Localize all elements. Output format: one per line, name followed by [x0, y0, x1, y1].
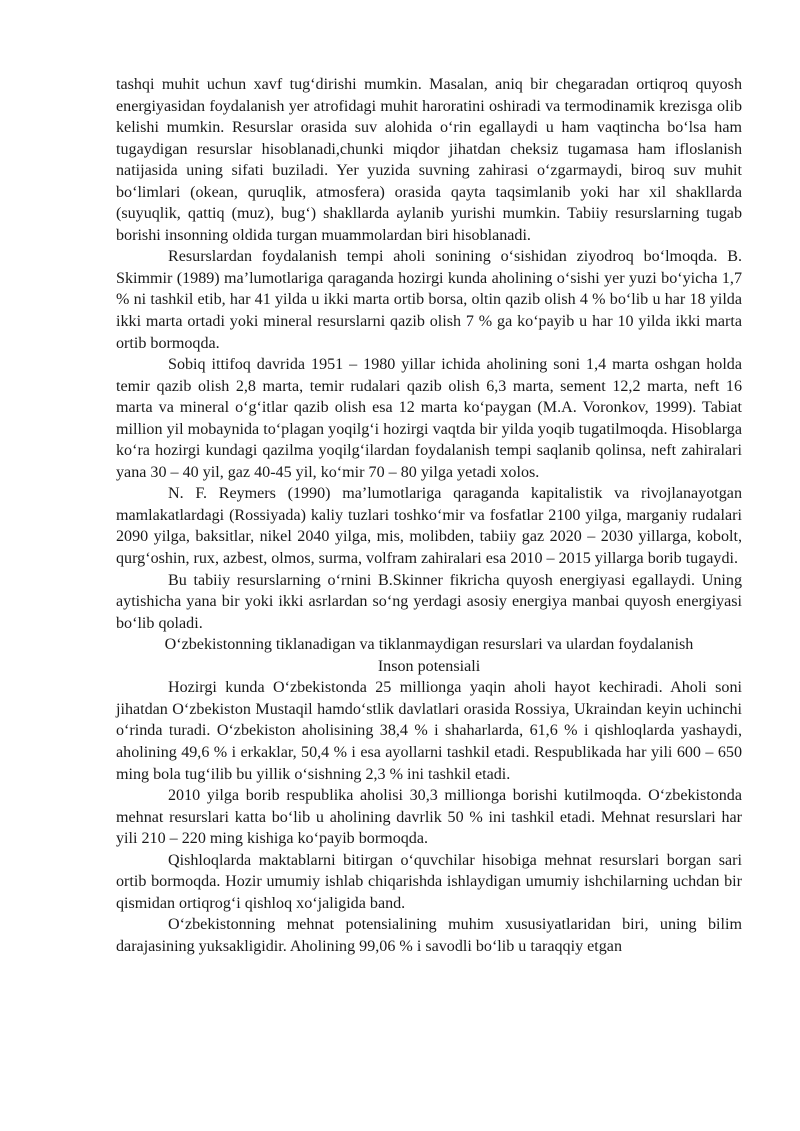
- paragraph-soviet-period: Sobiq ittifoq davrida 1951 – 1980 yillar ichida aholining soni 1,4 marta oshgan holda temir qazib olish 2,8 marta, temir rudalari qazib olish 6,3 marta, sement 12,2 marta, neft 16 marta va mineral o‘g‘itlar qazib olish esa 12 marta ko‘paygan (M.A. Voronkov, 1999). Tabiat million yil mobaynida to‘plagan yoqilg‘i hozirgi vaqtda bir yilda yoqib tugatilmoqda. Hisoblarga ko‘ra hozirgi kundagi qazilma yoqilg‘ilardan foydalanish tempi saqlanib qolinsa, neft zahiralari yana 30 – 40 yil, gaz 40-45 yil, ko‘mir 70 – 80 yilga yetadi xolos.: [116, 356, 742, 481]
- paragraph-solar-energy: Bu tabiiy resurslarning o‘rnini B.Skinner fikricha quyosh energiyasi egallaydi. Uning aytishicha yana bir yoki ikki asrlardan so‘ng yerdagi asosiy energiya manbai quyosh energiyasi bo‘lib qoladi.: [116, 571, 742, 632]
- paragraph-labor-potential: O‘zbekistonning mehnat potensialining muhim xususiyatlaridan biri, uning bilim darajasining yuksakligidir. Aholining 99,06 % i savodli bo‘lib u taraqqiy etgan: [116, 916, 742, 955]
- paragraph-water-resources: tashqi muhit uchun xavf tug‘dirishi mumkin. Masalan, aniq bir chegaradan ortiqroq quyosh energiyasidan foydalanish yer atrofidagi muhit haroratini oshiradi va termodinamik krezisga olib kelishi mumkin. Resurslar orasida suv alohida o‘rin egallaydi u ham vaqtincha bo‘lsa ham tugaydigan resurslar hisoblanadi,chunki miqdor jihatdan cheksiz tugamasa ham ifloslanish natijasida uning sifati buziladi. Yer yuzida suvning zahirasi o‘zgarmaydi, biroq suv muhit bo‘limlari (okean, quruqlik, atmosfera) orasida qayta taqsimlanib yoki har xil shakllarda (suyuqlik, qattiq (muz), bug‘) shakllarda aylanib yurishi mumkin. Tabiiy resurslarning tugab borishi insonning oldida turgan muammolardan biri hisoblanadi.: [116, 76, 742, 244]
- paragraph-reymers-reserves: N. F. Reymers (1990) ma’lumotlariga qaraganda kapitalistik va rivojlanayotgan mamlakatlardagi (Rossiyada) kaliy tuzlari toshko‘mir va fosfatlar 2100 yilga, marganiy rudalari 2090 yilga, baksitlar, nikel 2040 yilga, mis, molibden, tabiiy gaz 2020 – 2030 yillarga, kobolt, qurg‘oshin, rux, azbest, olmos, surma, volfram zahiralari esa 2010 – 2015 yillarga borib tugaydi.: [116, 485, 742, 568]
- paragraph-population: Hozirgi kunda O‘zbekistonda 25 millionga yaqin aholi hayot kechiradi. Aholi soni jihatdan O‘zbekiston Mustaqil hamdo‘stlik davlatlari orasida Rossiya, Ukraindan keyin uchinchi o‘rinda turadi. O‘zbekiston aholisining 38,4 % i shaharlarda, 61,6 % i qishloqlarda yashaydi, aholining 49,6 % i erkaklar, 50,4 % i esa ayollarni tashkil etadi. Respublikada har yili 600 – 650 ming bola tug‘ilib bu yillik o‘sishning 2,3 % ini tashkil etadi.: [116, 679, 742, 783]
- paragraph-resource-use-tempo: Resurslardan foydalanish tempi aholi sonining o‘sishidan ziyodroq bo‘lmoqda. B. Skimmir (1989) ma’lumotlariga qaraganda hozirgi kunda aholining o‘sishi yer yuzi bo‘yicha 1,7 % ni tashkil etib, har 41 yilda u ikki marta ortib borsa, oltin qazib olish 4 % bo‘lib u har 18 yilda ikki marta ortadi yoki mineral resurslarni qazib olish 7 % ga ko‘payib u har 10 yilda ikki marta ortib bormoqda.: [116, 248, 742, 352]
- section-subheading: Inson potensiali: [377, 657, 481, 675]
- section-heading: O‘zbekistonning tiklanadigan va tiklanmaydigan resurslari va ulardan foydalanish: [164, 636, 694, 654]
- paragraph-rural-labor: Qishloqlarda maktablarni bitirgan o‘quvchilar hisobiga mehnat resurslari borgan sari ortib bormoqda. Hozir umumiy ishlab chiqarishda ishlaydigan umumiy ishchilarning uchdan bir qismidan ortiqrog‘i qishloq xo‘jaligida band.: [116, 851, 742, 912]
- paragraph-population-forecast: 2010 yilga borib respublika aholisi 30,3 millionga borishi kutilmoqda. O‘zbekistonda mehnat resurslari katta bo‘lib u aholining davrlik 50 % ini tashkil etadi. Mehnat resurslari har yili 210 – 220 ming kishiga ko‘payib bormoqda.: [116, 787, 742, 848]
